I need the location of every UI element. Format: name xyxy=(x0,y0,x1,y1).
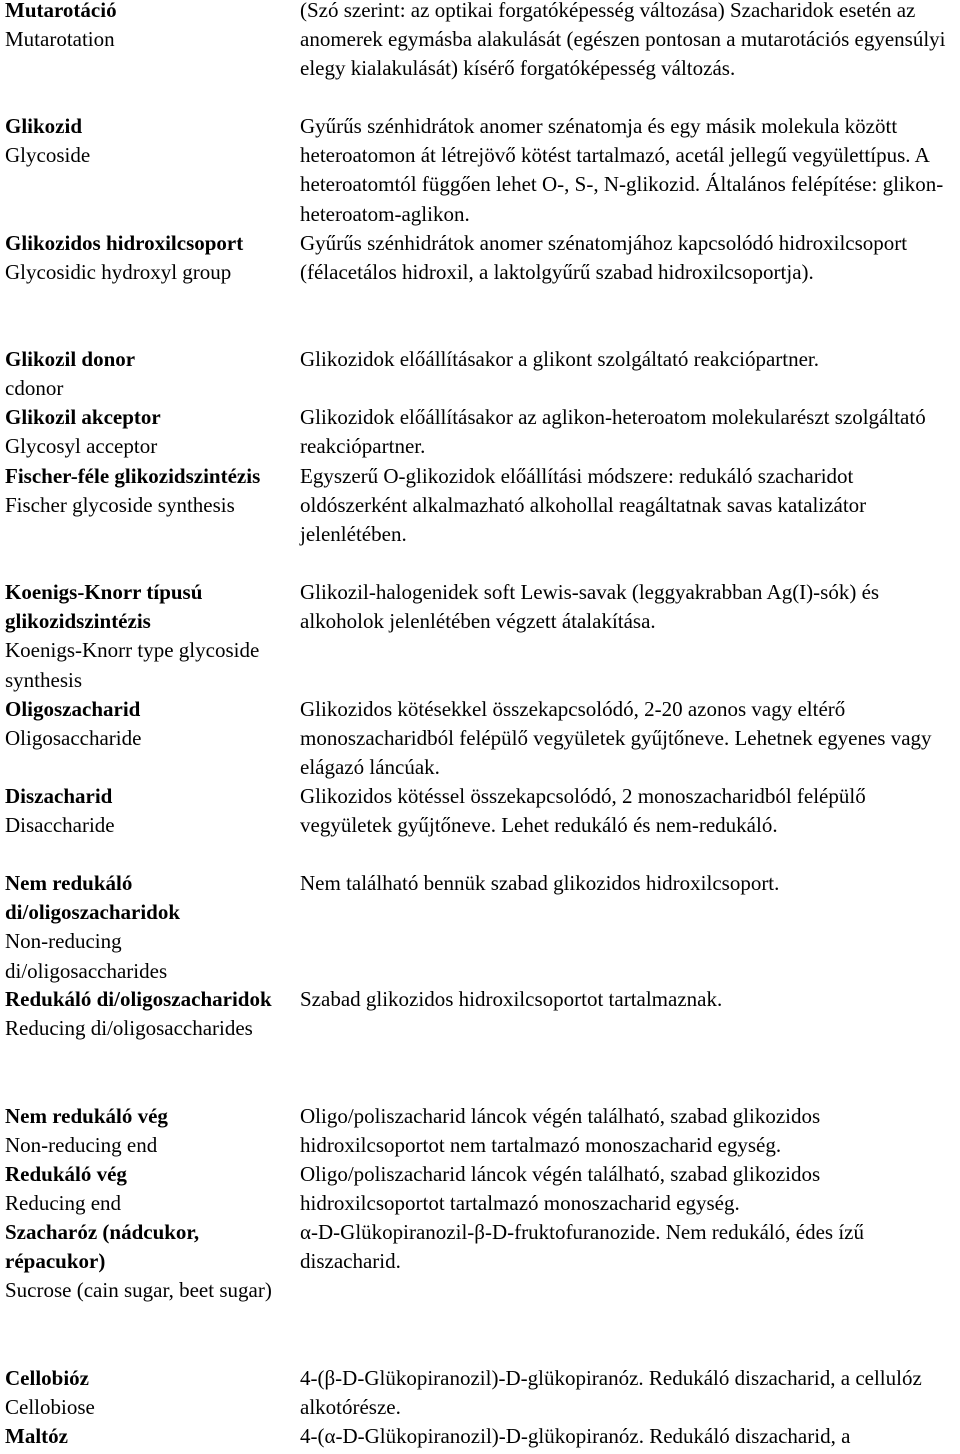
def-szacharoz xyxy=(300,1218,960,1276)
def-koenigs-knorr xyxy=(300,578,960,636)
definition: 4-(α-D-Glükopiranozil)-D-glükopiranóz. Redukáló diszacharid, a xyxy=(300,1424,851,1448)
definition: Gyűrűs szénhidrátok anomer szénatomjához kapcsolódó hidroxilcsoport (félacetálos hidroxil, a laktolgyűrű szabad hidroxilcsoportja). xyxy=(300,231,908,285)
term-en: Glycosidic hydroxyl group xyxy=(5,260,232,285)
term-fischer-glikozidszintezis xyxy=(5,462,285,520)
definition: Szabad glikozidos hidroxilcsoportot tartalmaznak. xyxy=(300,987,723,1011)
term-hu: Nem redukáló vég xyxy=(5,1104,168,1128)
term-en: Oligosaccharide xyxy=(5,726,142,751)
term-koenigs-knorr xyxy=(5,578,285,695)
definition: Oligo/poliszacharid láncok végén található, szabad glikozidos hidroxilcsoportot nem tartalmazó monoszacharid egység. xyxy=(300,1104,821,1158)
term-en: Glycoside xyxy=(5,143,91,168)
term-hu: Glikozid xyxy=(5,114,83,138)
term-hu: Redukáló di/oligoszacharidok xyxy=(5,987,272,1011)
term-en: Reducing di/oligosaccharides xyxy=(5,1016,253,1041)
def-nem-redukalo-veg xyxy=(300,1102,960,1160)
term-mutarotacio xyxy=(5,0,285,54)
def-mutarotacio xyxy=(300,0,960,84)
term-hu: Fischer-féle glikozidszintézis xyxy=(5,464,261,488)
definition: (Szó szerint: az optikai forgatóképesség változása) Szacharidok esetén az anomerek egymásba alakulását (egészen pontosan a mutarotációs egyensúlyi elegy kialakulását) kísérő forgatóképesség változás. xyxy=(300,0,946,81)
term-hu: Cellobióz xyxy=(5,1366,89,1390)
term-szacharoz xyxy=(5,1218,285,1306)
def-oligoszacharid xyxy=(300,695,960,783)
term-hu: Oligoszacharid xyxy=(5,697,141,721)
term-glikozil-akceptor xyxy=(5,403,285,461)
term-en: Fischer glycoside synthesis xyxy=(5,493,235,518)
definition: Gyűrűs szénhidrátok anomer szénatomja és egy másik molekula között heteroatomon át létrejövő kötést tartalmazó, acetál jellegű vegyülettípus. A heteroatomtól függően lehet O-, S-, N-glikozid. Általános felépítése: glikon-heteroatom-aglikon. xyxy=(300,114,944,226)
term-glikozid xyxy=(5,112,285,170)
term-hu: Szacharóz (nádcukor, répacukor) xyxy=(5,1220,200,1274)
def-diszacharid xyxy=(300,782,960,840)
def-fischer-glikozidszintezis xyxy=(300,462,960,550)
definition: Nem található bennük szabad glikozidos hidroxilcsoport. xyxy=(300,871,780,895)
term-redukalo-oligo xyxy=(5,985,285,1043)
term-en: Non-reducing end xyxy=(5,1133,158,1158)
def-glikozil-akceptor xyxy=(300,403,960,461)
term-en: Non-reducing di/oligosaccharides xyxy=(5,929,168,983)
definition: Glikozidok előállításakor a glikont szolgáltató reakciópartner. xyxy=(300,347,820,371)
term-hu: Mutarotáció xyxy=(5,0,117,22)
def-glikozil-donor xyxy=(300,345,960,374)
term-hu: Koenigs-Knorr típusú glikozidszintézis xyxy=(5,580,203,634)
term-en: cdonor xyxy=(5,376,64,401)
term-en: Mutarotation xyxy=(5,27,115,52)
definition: Glikozidos kötésekkel összekapcsolódó, 2-20 azonos vagy eltérő monoszacharidból felépülő vegyületek gyűjtőneve. Lehetnek egyenes vagy elágazó láncúak. xyxy=(300,697,932,780)
term-cellobioz xyxy=(5,1364,285,1422)
def-redukalo-veg xyxy=(300,1160,960,1218)
term-glikozil-donor xyxy=(5,345,285,403)
def-nem-redukalo-oligo xyxy=(300,869,960,898)
term-oligoszacharid xyxy=(5,695,285,753)
definition: Glikozil-halogenidek soft Lewis-savak (leggyakrabban Ag(I)-sók) és alkoholok jelenlétében végzett átalakítása. xyxy=(300,580,880,634)
term-nem-redukalo-veg xyxy=(5,1102,285,1160)
term-en: Disaccharide xyxy=(5,813,115,838)
definition: 4-(β-D-Glükopiranozil)-D-glükopiranóz. Redukáló diszacharid, a cellulóz alkotórésze. xyxy=(300,1366,922,1420)
definition: Oligo/poliszacharid láncok végén található, szabad glikozidos hidroxilcsoportot tartalmazó monoszacharid egység. xyxy=(300,1162,821,1216)
term-hu: Redukáló vég xyxy=(5,1162,127,1186)
term-nem-redukalo-oligo xyxy=(5,869,285,986)
definition: α-D-Glükopiranozil-β-D-fruktofuranozide. Nem redukáló, édes ízű diszacharid. xyxy=(300,1220,864,1274)
term-en: Koenigs-Knorr type glycoside synthesis xyxy=(5,638,260,692)
term-hu: Glikozidos hidroxilcsoport xyxy=(5,231,244,255)
definition: Egyszerű O-glikozidok előállítási módszere: redukáló szacharidot oldószerként alkalmazható alkohollal reagáltatnak savas katalizátor jelenlétében. xyxy=(300,464,867,547)
def-redukalo-oligo xyxy=(300,985,960,1014)
definition: Glikozidos kötéssel összekapcsolódó, 2 monoszacharidból felépülő vegyületek gyűjtőneve. Lehet redukáló és nem-redukáló. xyxy=(300,784,866,838)
definition: Glikozidok előállításakor az aglikon-heteroatom molekularészt szolgáltató reakciópartner. xyxy=(300,405,926,459)
term-glikozidos-hidroxilcsoport xyxy=(5,229,285,287)
def-glikozidos-hidroxilcsoport xyxy=(300,229,960,287)
term-en: Reducing end xyxy=(5,1191,122,1216)
term-en: Glycosyl acceptor xyxy=(5,434,158,459)
term-hu: Glikozil akceptor xyxy=(5,405,161,429)
def-maltoz xyxy=(300,1422,960,1451)
term-en: Cellobiose xyxy=(5,1395,95,1420)
term-hu: Diszacharid xyxy=(5,784,113,808)
def-cellobioz xyxy=(300,1364,960,1422)
term-hu: Maltóz xyxy=(5,1424,68,1448)
def-glikozid xyxy=(300,112,960,229)
term-diszacharid xyxy=(5,782,285,840)
term-redukalo-veg xyxy=(5,1160,285,1218)
term-en: Sucrose (cain sugar, beet sugar) xyxy=(5,1278,272,1303)
term-hu: Nem redukáló di/oligoszacharidok xyxy=(5,871,181,925)
term-maltoz xyxy=(5,1422,285,1451)
term-hu: Glikozil donor xyxy=(5,347,136,371)
